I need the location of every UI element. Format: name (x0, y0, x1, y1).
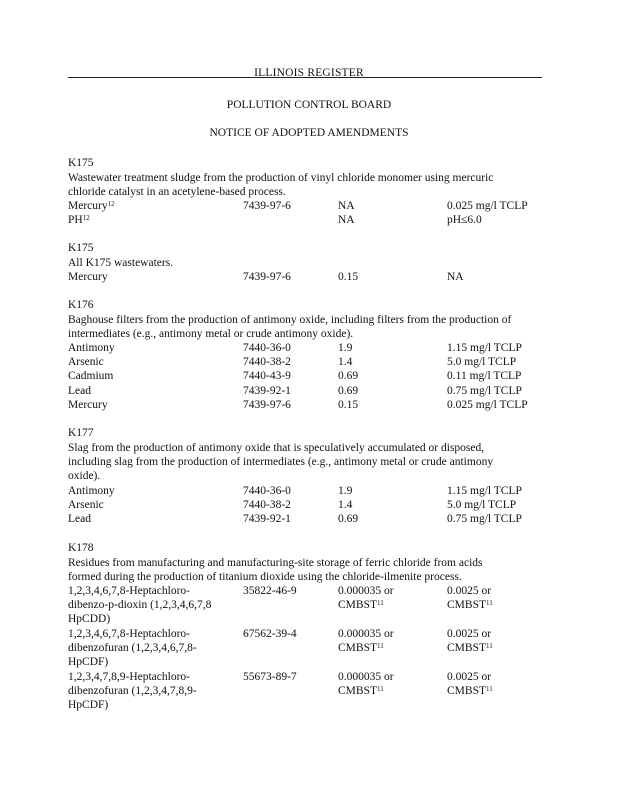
waste-code: K177 (68, 427, 94, 439)
nonwastewater-standard: CMBST$^{11}$ (447, 642, 493, 654)
constituent-name: Arsenic (68, 356, 104, 368)
waste-description: including slag from the production of intermediates (e.g., antimony metal or crude antimony (68, 456, 494, 468)
footnote-ref: 11 (377, 685, 384, 693)
wastewater-standard: 0.69 (338, 513, 359, 525)
constituent-name: dibenzofuran (1,2,3,4,6,7,8- (68, 642, 197, 654)
wastewater-standard: 1.9 (338, 485, 353, 497)
cas-number: 7440-38-2 (243, 499, 291, 511)
constituent-name: 1,2,3,4,6,7,8-Heptachloro- (68, 628, 190, 640)
constituent-name: HpCDF) (68, 656, 109, 668)
waste-code: K175 (68, 242, 94, 254)
wastewater-standard: 0.15 (338, 271, 359, 283)
nonwastewater-standard: CMBST$^{11}$ (447, 685, 493, 697)
nonwastewater-standard: 0.025 mg/l TCLP (447, 399, 528, 411)
footnote-ref: 11 (377, 642, 384, 650)
waste-code: K178 (68, 542, 94, 554)
nonwastewater-standard: pH≤6.0 (447, 214, 482, 226)
footnote-ref: 11 (377, 599, 384, 607)
constituent-name: Lead (68, 385, 91, 397)
nonwastewater-standard: CMBST$^{11}$ (447, 599, 493, 611)
waste-description: oxide). (68, 470, 101, 482)
constituent-name: dibenzofuran (1,2,3,4,7,8,9- (68, 685, 197, 697)
constituent-name: PH$^{12}$ (68, 214, 90, 226)
wastewater-standard: 0.69 (338, 370, 359, 382)
nonwastewater-standard: 0.11 mg/l TCLP (447, 370, 522, 382)
wastewater-standard: CMBST$^{11}$ (338, 642, 384, 654)
wastewater-standard: CMBST$^{11}$ (338, 685, 384, 697)
nonwastewater-standard: 5.0 mg/l TCLP (447, 356, 517, 368)
nonwastewater-standard: 1.15 mg/l TCLP (447, 485, 522, 497)
nonwastewater-standard: 0.75 mg/l TCLP (447, 513, 522, 525)
constituent-name: Antimony (68, 485, 115, 497)
waste-description: intermediates (e.g., antimony metal or crude antimony oxide). (68, 328, 354, 340)
waste-description: Wastewater treatment sludge from the production of vinyl chloride monomer using mercuric (68, 172, 494, 184)
wastewater-standard: CMBST$^{11}$ (338, 599, 384, 611)
waste-description: chloride catalyst in an acetylene-based process. (68, 186, 286, 198)
wastewater-standard: 0.000035 or (338, 628, 394, 640)
constituent-name: Mercury$^{12}$ (68, 200, 115, 212)
cas-number: 7439-97-6 (243, 399, 291, 411)
cas-number: 7439-92-1 (243, 513, 291, 525)
nonwastewater-standard: 0.0025 or (447, 671, 492, 683)
constituent-name: Mercury (68, 271, 108, 283)
constituent-name: HpCDD) (68, 613, 111, 625)
waste-code: K176 (68, 299, 94, 311)
cas-number: 55673-89-7 (243, 671, 297, 683)
nonwastewater-standard: 0.0025 or (447, 585, 492, 597)
cas-number: 7439-92-1 (243, 385, 291, 397)
wastewater-standard: 1.9 (338, 342, 353, 354)
wastewater-standard: 1.4 (338, 356, 353, 368)
notice-title: NOTICE OF ADOPTED AMENDMENTS (209, 127, 409, 139)
constituent-name: HpCDF) (68, 699, 109, 711)
board-title: POLLUTION CONTROL BOARD (226, 99, 392, 111)
nonwastewater-standard: 0.0025 or (447, 628, 492, 640)
header-rule (68, 77, 542, 78)
footnote-ref: 12 (107, 200, 115, 208)
register-title: ILLINOIS REGISTER (254, 67, 364, 79)
nonwastewater-standard: 0.025 mg/l TCLP (447, 200, 528, 212)
waste-description: formed during the production of titanium dioxide using the chloride-ilmenite process. (68, 571, 462, 583)
waste-code: K175 (68, 157, 94, 169)
constituent-name: Antimony (68, 342, 115, 354)
constituent-name: 1,2,3,4,7,8,9-Heptachloro- (68, 671, 190, 683)
wastewater-standard: NA (338, 214, 355, 226)
cas-number: 7440-36-0 (243, 342, 291, 354)
waste-description: Residues from manufacturing and manufacturing-site storage of ferric chloride from acids (68, 557, 483, 569)
nonwastewater-standard: 5.0 mg/l TCLP (447, 499, 517, 511)
constituent-name: Lead (68, 513, 91, 525)
constituent-name: 1,2,3,4,6,7,8-Heptachloro- (68, 585, 190, 597)
wastewater-standard: 0.000035 or (338, 585, 394, 597)
cas-number: 7440-38-2 (243, 356, 291, 368)
wastewater-standard: 0.69 (338, 385, 359, 397)
wastewater-standard: NA (338, 200, 355, 212)
constituent-name: Mercury (68, 399, 108, 411)
waste-description: Baghouse filters from the production of antimony oxide, including filters from the production of (68, 314, 512, 326)
footnote-ref: 12 (82, 214, 90, 222)
constituent-name: Arsenic (68, 499, 104, 511)
wastewater-standard: 0.15 (338, 399, 359, 411)
footnote-ref: 11 (486, 685, 493, 693)
constituent-name: Cadmium (68, 370, 114, 382)
wastewater-standard: 0.000035 or (338, 671, 394, 683)
cas-number: 7439-97-6 (243, 200, 291, 212)
nonwastewater-standard: 0.75 mg/l TCLP (447, 385, 522, 397)
constituent-name: dibenzo-p-dioxin (1,2,3,4,6,7,8 (68, 599, 212, 611)
cas-number: 35822-46-9 (243, 585, 297, 597)
nonwastewater-standard: 1.15 mg/l TCLP (447, 342, 522, 354)
nonwastewater-standard: NA (447, 271, 464, 283)
wastewater-standard: 1.4 (338, 499, 353, 511)
cas-number: 7440-43-9 (243, 370, 291, 382)
waste-description: Slag from the production of antimony oxide that is speculatively accumulated or disposed, (68, 442, 485, 454)
footnote-ref: 11 (486, 599, 493, 607)
cas-number: 7440-36-0 (243, 485, 291, 497)
cas-number: 7439-97-6 (243, 271, 291, 283)
waste-description: All K175 wastewaters. (68, 257, 174, 269)
cas-number: 67562-39-4 (243, 628, 297, 640)
footnote-ref: 11 (486, 642, 493, 650)
